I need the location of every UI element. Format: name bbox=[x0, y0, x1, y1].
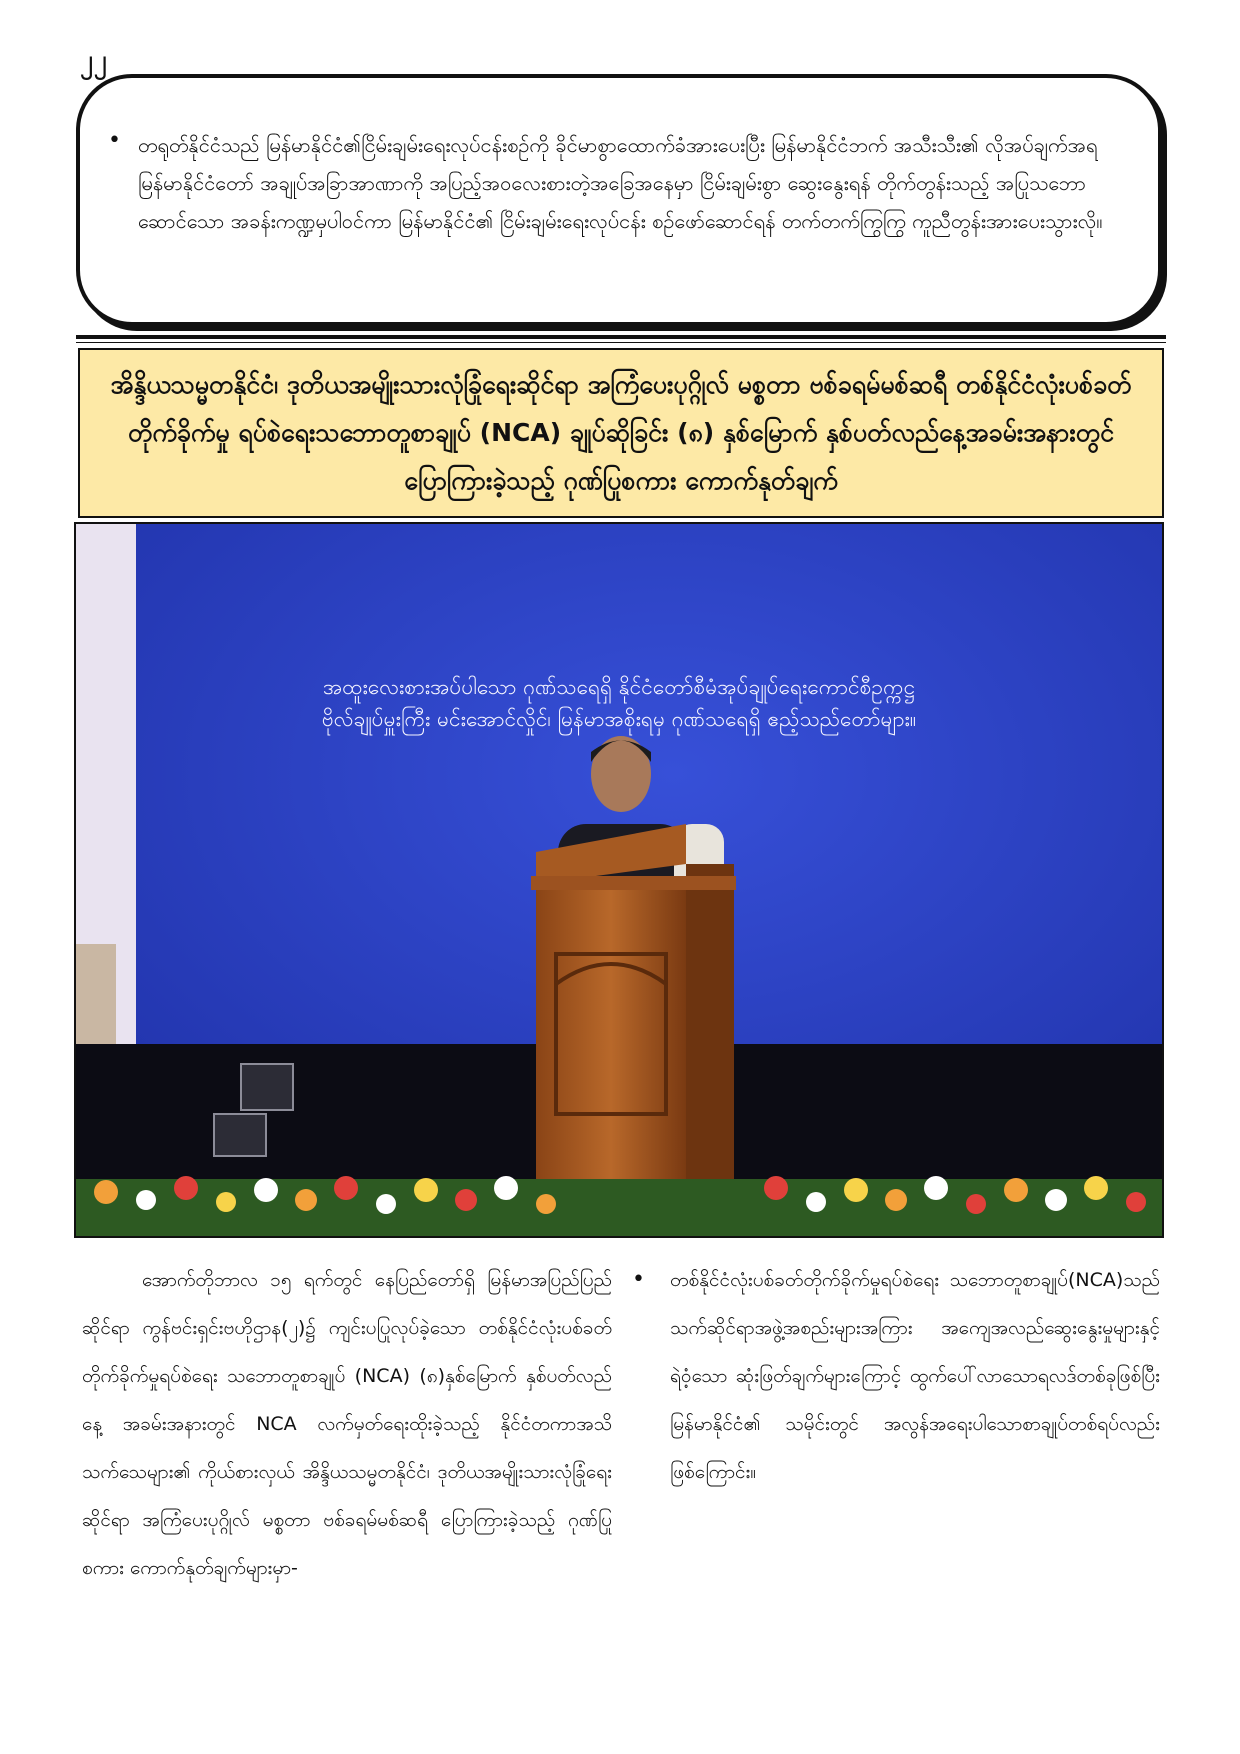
headline-title: အိန္ဒိယသမ္မတနိုင်ငံ၊ ဒုတိယအမျိုးသားလုံခြုံရေးဆိုင်ရာ အကြံပေးပုဂ္ဂိုလ် မစ္စတာ ဗစ်ခရမ်မစ်ဆရီ တစ်နိုင်ငံလုံးပစ်ခတ်တိုက်ခိုက်မှု ရပ်စဲရေးသဘောတူစာချုပ် (NCA) ချုပ်ဆိုခြင်း (၈) နှစ်မြောက် နှစ်ပတ်လည်နေ့အခမ်းအနားတွင် ပြောကြားခဲ့သည့် ဂုဏ်ပြုစကား ကောက်နုတ်ချက် bbox=[110, 370, 1132, 495]
article-point bbox=[632, 1256, 1160, 1496]
divider-thick bbox=[76, 335, 1166, 339]
article-point-text: တစ်နိုင်ငံလုံးပစ်ခတ်တိုက်ခိုက်မှုရပ်စဲရေး သဘောတူစာချုပ်(NCA)သည် သက်ဆိုင်ရာအဖွဲ့အစည်းများအကြား အကျေအလည်ဆွေးနွေးမှုများနှင့် ရဲဝံ့သော ဆုံးဖြတ်ချက်များကြောင့် ထွက်ပေါ်လာသောရလဒ်တစ်ခုဖြစ်ပြီး မြန်မာနိုင်ငံ၏ သမိုင်းတွင် အလွန်အရေးပါသောစာချုပ်တစ်ရပ်လည်းဖြစ်ကြောင်း။ bbox=[670, 1269, 1160, 1483]
event-photo bbox=[74, 522, 1164, 1238]
bullet-icon: • bbox=[108, 128, 121, 153]
article-intro-text: အောက်တိုဘာလ ၁၅ ရက်တွင် နေပြည်တော်ရှိ မြန်မာအပြည်ပြည်ဆိုင်ရာ ကွန်ဗင်းရှင်းဗဟိုဌာန(၂)၌ ကျင်းပပြုလုပ်ခဲ့သော တစ်နိုင်ငံလုံးပစ်ခတ်တိုက်ခိုက်မှုရပ်စဲရေး သဘောတူစာချုပ် (NCA) (၈)နှစ်မြောက် နှစ်ပတ်လည်နေ့ အခမ်းအနားတွင် NCA လက်မှတ်ရေးထိုးခဲ့သည့် နိုင်ငံတကာအသိသက်သေများ၏ ကိုယ်စားလှယ် အိန္ဒိယသမ္မတနိုင်ငံ၊ ဒုတိယအမျိုးသားလုံခြုံရေးဆိုင်ရာ အကြံပေးပုဂ္ဂိုလ် မစ္စတာ ဗစ်ခရမ်မစ်ဆရီ ပြောကြားခဲ့သည့် ဂုဏ်ပြုစကား ကောက်နုတ်ချက်များမှာ- bbox=[82, 1269, 612, 1579]
bullet-icon: • bbox=[632, 1267, 645, 1292]
summary-box bbox=[76, 74, 1162, 326]
flower-arrangement bbox=[76, 1176, 1162, 1236]
banner-line-1: အထူးလေးစားအပ်ပါသော ဂုဏ်သရေရှိ နိုင်ငံတော်စီမံအုပ်ချုပ်ရေးကောင်စီဥက္ကဋ္ဌ bbox=[322, 675, 916, 699]
summary-text: တရုတ်နိုင်ငံသည် မြန်မာနိုင်ငံ၏ငြိမ်းချမ်းရေးလုပ်ငန်းစဉ်ကို ခိုင်မာစွာထောက်ခံအားပေးပြီး မြန်မာနိုင်ငံဘက် အသီးသီး၏ လိုအပ်ချက်အရ မြန်မာနိုင်ငံတော် အချုပ်အခြာအာဏာကို အပြည့်အဝလေးစားတဲ့အခြေအနေမှာ ငြိမ်းချမ်းစွာ ဆွေးနွေးရန် တိုက်တွန်းသည့် အပြုသဘောဆောင်သော အခန်းကဏ္ဍမှပါဝင်ကာ မြန်မာနိုင်ငံ၏ ငြိမ်းချမ်းရေးလုပ်ငန်း စဉ်ဖော်ဆောင်ရန် တက်တက်ကြွကြွ ကူညီတွန်းအားပေးသွားလို။ bbox=[138, 133, 1103, 233]
podium bbox=[531, 824, 736, 1236]
headline-box bbox=[78, 348, 1164, 518]
page-number: ၂၂ bbox=[80, 45, 108, 75]
article-intro bbox=[82, 1256, 612, 1592]
divider-thin bbox=[76, 342, 1166, 343]
banner-line-2: ဗိုလ်ချုပ်မှူးကြီး မင်းအောင်လှိုင်၊ မြန်မာအစိုးရမှ ဂုဏ်သရေရှိ ဧည့်သည်တော်များ။ bbox=[321, 707, 917, 731]
